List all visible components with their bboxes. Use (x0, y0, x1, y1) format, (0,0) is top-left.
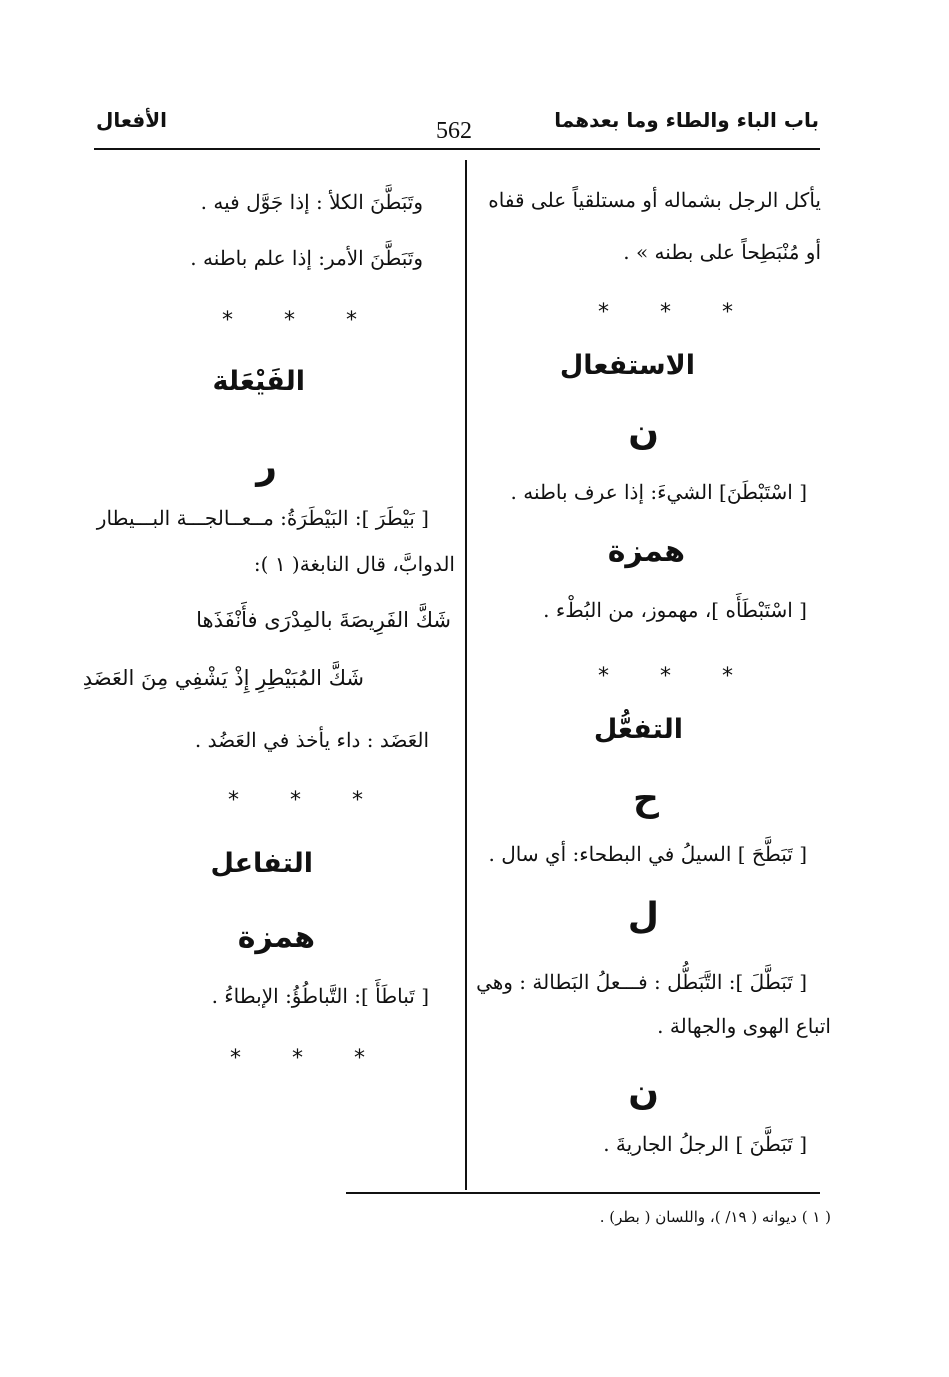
section-separator: * * * (228, 788, 385, 813)
entry: [ اسْتَبْطَأَه ]، مهموز، من البُطْء . (543, 598, 807, 622)
letter-heading: ح (633, 778, 659, 819)
footnote: ( ١ ) ديوانه ( ١٩/ )، واللسان ( بطر) . (599, 1208, 831, 1226)
page-number: 562 (436, 118, 472, 144)
subheading-hamza: همزة (237, 920, 315, 955)
entry: [ تَباطَأَ ]: التَّباطُؤُ: الإبطاءُ . (211, 984, 429, 1008)
text-line: يأكل الرجل بشماله أو مستلقياً على قفاه (488, 188, 821, 212)
entry: [ تَبَطَّنَ ] الرجلُ الجاريةَ . (603, 1132, 807, 1156)
subheading-hamza: همزة (607, 534, 685, 569)
entry-continuation: اتباع الهوى والجهالة . (657, 1014, 831, 1038)
entry: [ تَبَطَّحَ ] السيلُ في البطحاء: أي سال . (488, 842, 807, 866)
running-head-left: الأفعال (96, 108, 167, 132)
letter-heading: ر (256, 446, 277, 487)
entry: [ اسْتَبْطَنَ] الشيءَ: إذا عرف باطنه . (510, 480, 807, 504)
verse-hemistich: شَكَّ المُبَيْطِرِ إِذْ يَشْفِي مِنَ العَضَدِ (82, 666, 364, 690)
section-separator: * * * (222, 308, 379, 333)
entry: العَضَد : داء يأخذ في العَضُد . (194, 728, 429, 752)
section-heading: التفاعل (210, 848, 313, 879)
column-divider (465, 160, 467, 1190)
section-heading: الاستفعال (559, 350, 695, 381)
section-heading: الفَيْعَلة (212, 366, 305, 397)
header-rule (94, 148, 820, 150)
entry: [ بَيْطَرَ ]: البَيْطَرَةُ: مــعــالجـــة البـــيطار (96, 506, 429, 530)
letter-heading: ن (628, 412, 659, 453)
running-head-right: باب الباء والطاء وما بعدهما (554, 108, 819, 132)
verse-hemistich: شَكَّ الفَرِيصَةَ بالمِدْرَى فأَنْفَذَها (196, 608, 451, 632)
entry-continuation: الدوابَّ، قال النابغة( ١ ): (253, 552, 455, 576)
footnote-rule (346, 1192, 820, 1194)
section-heading: التفعُّل (593, 714, 683, 745)
section-separator: * * * (598, 664, 755, 689)
section-separator: * * * (598, 300, 755, 325)
letter-heading: ن (628, 1072, 659, 1113)
text-line: وتَبَطَّنَ الأمر: إذا علم باطنه . (190, 246, 423, 270)
text-line: وتَبَطَّنَ الكلأ : إذا جَوَّل فيه . (200, 190, 423, 214)
section-separator: * * * (230, 1046, 387, 1071)
entry: [ تَبَطَّلَ ]: التَّبَطُّل : فـــعلُ البَطالة : وهي (476, 970, 807, 994)
text-line: أو مُنْبَطِحاً على بطنه » . (623, 240, 821, 264)
letter-heading: ل (627, 896, 659, 937)
